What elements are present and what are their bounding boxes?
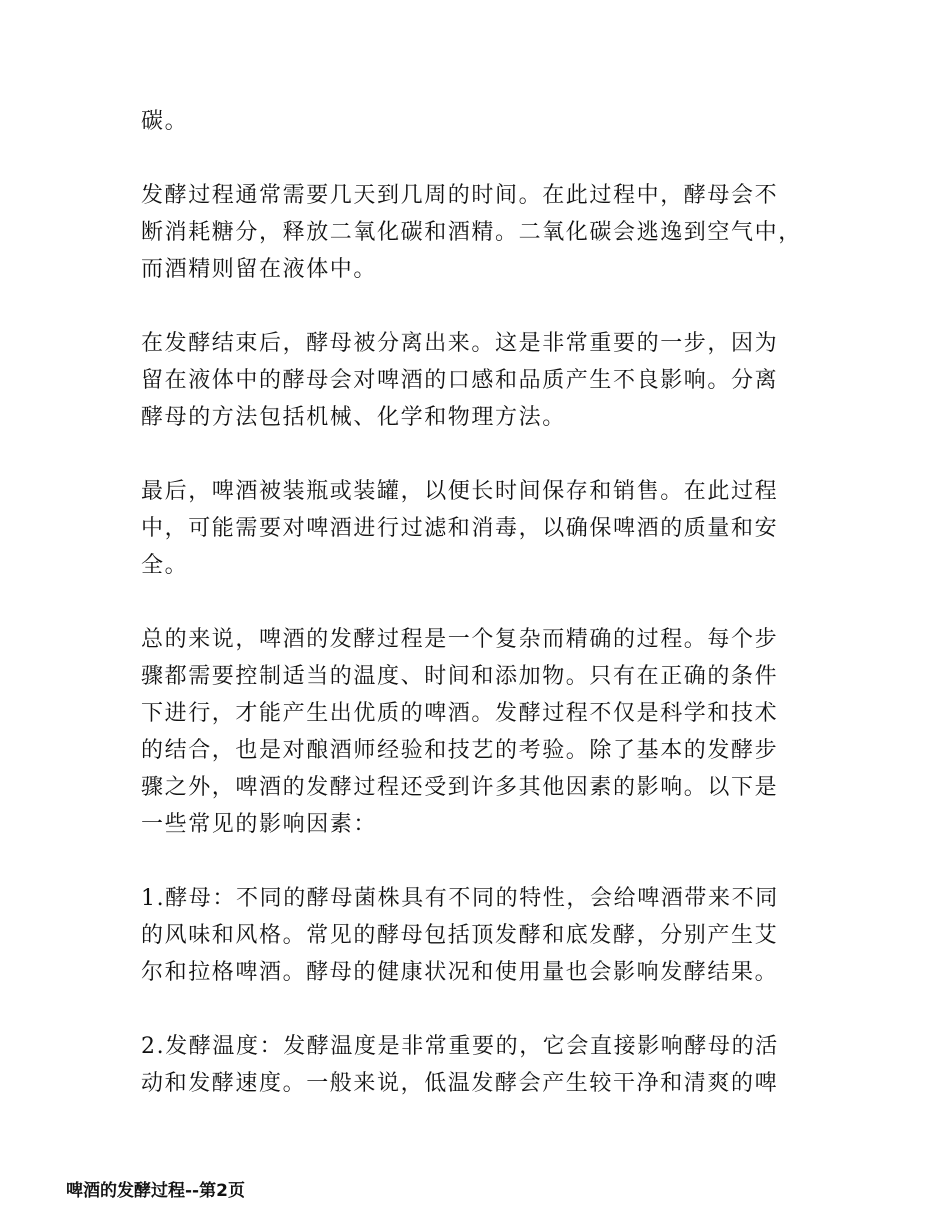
document-body xyxy=(141,103,809,1139)
text-line: 2.发酵温度：发酵温度是非常重要的，它会直接影响酵母的活 xyxy=(141,1034,779,1059)
text-line: 尔和拉格啤酒。酵母的健康状况和使用量也会影响发酵结果。 xyxy=(141,960,779,985)
paragraph-factor-temperature xyxy=(141,1028,809,1102)
text-line: 发酵过程通常需要几天到几周的时间。在此过程中，酵母会不 xyxy=(141,183,779,208)
text-line: 下进行，才能产生出优质的啤酒。发酵过程不仅是科学和技术 xyxy=(141,701,779,726)
text-line: 骤之外，啤酒的发酵过程还受到许多其他因素的影响。以下是 xyxy=(141,775,779,800)
text-line: 在发酵结束后，酵母被分离出来。这是非常重要的一步，因为 xyxy=(141,331,779,356)
text-line: 中，可能需要对啤酒进行过滤和消毒，以确保啤酒的质量和安 xyxy=(141,516,779,541)
paragraph-fermentation-duration xyxy=(141,177,809,288)
text-line: 一些常见的影响因素： xyxy=(141,812,378,837)
text-line: 全。 xyxy=(141,553,189,578)
text-line: 1.酵母：不同的酵母菌株具有不同的特性，会给啤酒带来不同 xyxy=(141,886,779,911)
paragraph-factor-yeast xyxy=(141,880,809,991)
text-line: 的结合，也是对酿酒师经验和技艺的考验。除了基本的发酵步 xyxy=(141,738,779,763)
paragraph-continuation xyxy=(141,103,809,140)
paragraph-bottling xyxy=(141,473,809,584)
text-line: 而酒精则留在液体中。 xyxy=(141,257,378,282)
text-line: 动和发酵速度。一般来说，低温发酵会产生较干净和清爽的啤 xyxy=(141,1071,779,1096)
text-line: 留在液体中的酵母会对啤酒的口感和品质产生不良影响。分离 xyxy=(141,368,779,393)
text-line: 碳。 xyxy=(141,109,189,134)
text-line: 酵母的方法包括机械、化学和物理方法。 xyxy=(141,405,566,430)
text-line: 骤都需要控制适当的温度、时间和添加物。只有在正确的条件 xyxy=(141,664,779,689)
page-footer: 啤酒的发酵过程--第2页 xyxy=(66,1181,245,1201)
text-line: 的风味和风格。常见的酵母包括顶发酵和底发酵，分别产生艾 xyxy=(141,923,779,948)
text-line: 总的来说，啤酒的发酵过程是一个复杂而精确的过程。每个步 xyxy=(141,627,779,652)
text-line: 最后，啤酒被装瓶或装罐，以便长时间保存和销售。在此过程 xyxy=(141,479,779,504)
paragraph-summary xyxy=(141,621,809,843)
text-line: 断消耗糖分，释放二氧化碳和酒精。二氧化碳会逃逸到空气中， xyxy=(141,220,802,245)
paragraph-yeast-separation xyxy=(141,325,809,436)
